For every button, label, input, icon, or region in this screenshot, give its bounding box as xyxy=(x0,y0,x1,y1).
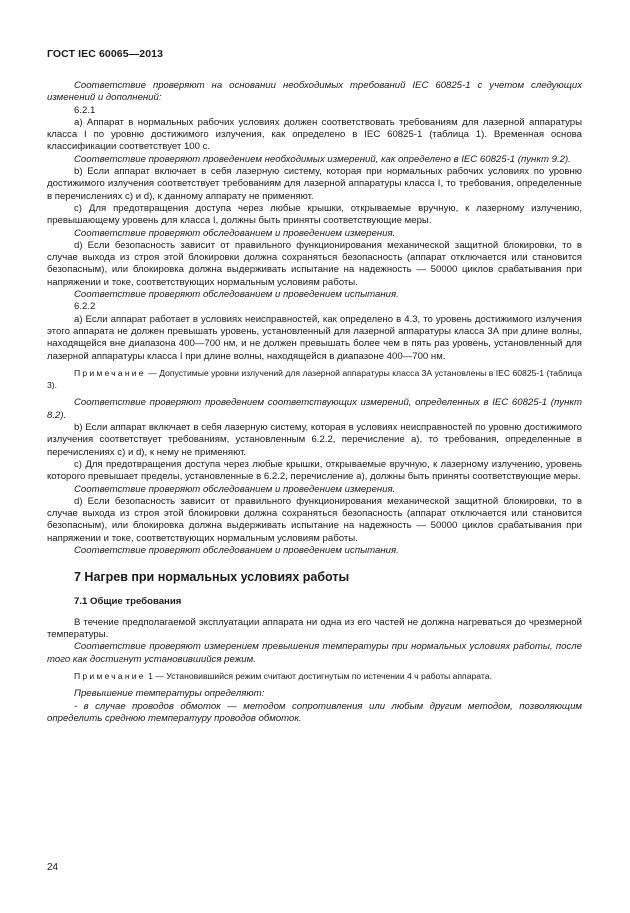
section-heading: 7 Нагрев при нормальных условиях работы xyxy=(74,570,350,585)
page-number: 24 xyxy=(47,862,59,873)
document-header: ГОСТ IEC 60065—2013 xyxy=(47,48,164,60)
paragraph: b) Если аппарат включает в себя лазерную систему, которая в условиях неисправностей по уровню достижимого излучения соответствует требованиям, установленным 6.2.2, перечисление a), то требования, определенные в перечислениях c) и d), к нему не применяют. xyxy=(47,422,582,458)
paragraph: d) Если безопасность зависит от правильного функционирования механической защитной блокировки, то в случае выхода из строя этой блокировки должна сохраняться безопасность (аппарат отключается или становится безопасным), или блокировка должна выдерживать испытание на надежность — 50000 циклов срабатывания при напряжении и токе, соответствующих нормальным условиям работы. xyxy=(47,239,582,288)
note-text: 1 — Установившийся режим считают достигнутым по истечении 4 ч работы аппарата. xyxy=(145,671,492,682)
note-label: Примечание xyxy=(74,671,146,682)
paragraph: - в случае проводов обмоток — методом сопротивления или любым другим методом, позволяющим определить среднюю температуру проводов обмоток. xyxy=(47,700,582,724)
paragraph: Соответствие проверяют на основании необходимых требований IEC 60825-1 с учетом следующих изменений и дополнений: xyxy=(47,80,582,104)
clause-number: 6.2.1 xyxy=(74,104,96,116)
paragraph: Соответствие проверяют проведением необходимых измерений, как определено в IEC 60825-1 (пункт 9.2). xyxy=(74,153,571,165)
paragraph: Превышение температуры определяют: xyxy=(74,688,265,700)
note-text: — Допустимые уровни излучений для лазерной аппаратуры класса 3А установлены в IEC 60825-1 (таблица 3). xyxy=(47,367,582,391)
note xyxy=(47,367,582,392)
paragraph: d) Если безопасность зависит от правильного функционирования механической защитной блокировки, то в случае выхода из строя этой блокировки должна сохраняться безопасность (аппарат отключается или становится безопасным), или блокировка должна выдерживать испытание на надежность — 50000 циклов срабатывания при напряжении и токе, соответствующих нормальным условиям работы. xyxy=(47,495,582,544)
subsection-heading: 7.1 Общие требования xyxy=(74,595,182,607)
paragraph: Соответствие проверяют измерением превышения температуры при нормальных условиях работы, после того как достигнут установившийся режим. xyxy=(47,641,582,665)
paragraph: Соответствие проверяют обследованием и проведением испытания. xyxy=(74,289,399,301)
document-body xyxy=(47,80,582,725)
paragraph: Соответствие проверяют обследованием и проведением измерения. xyxy=(74,483,396,495)
paragraph: c) Для предотвращения доступа через любые крышки, открываемые вручную, к лазерному излучению, превышающему уровень для класса I, должны быть приняты соответствующие меры. xyxy=(47,202,582,227)
paragraph: Соответствие проверяют обследованием и проведением испытания. xyxy=(74,544,399,556)
note-label: Примечание xyxy=(74,367,146,378)
paragraph: Соответствие проверяют обследованием и проведением измерения. xyxy=(74,227,396,239)
paragraph: В течение предполагаемой эксплуатации аппарата ни одна из его частей не должна нагреваться до чрезмерной температуры. xyxy=(47,616,582,641)
paragraph: a) Если аппарат работает в условиях неисправностей, как определено в 4.3, то уровень достижимого излучения этого аппарата не должен превышать уровень, установленный для лазерной аппаратуры класса 3А при длине волны, находящейся вне диапазона 400—700 нм, и не должен превышать более чем в пять раз уровень, установленный для лазерной аппаратуры класса I при длине волны, находящейся в диапазоне 400—700 нм. xyxy=(47,313,582,362)
clause-number: 6.2.2 xyxy=(74,301,96,313)
note xyxy=(47,670,582,682)
paragraph: a) Аппарат в нормальных рабочих условиях должен соответствовать требованиям для лазерной аппаратуры класса I по уровню достижимого излучения, как определено в IEC 60825-1 (таблица 1). Временная основа классификации соответствует 100 с. xyxy=(47,116,582,153)
paragraph: c) Для предотвращения доступа через любые крышки, открываемые вручную, к лазерному излучению, уровень которого превышает пределы, установленные в 6.2.2, перечисление a), должны быть приняты соответствующие меры. xyxy=(47,458,582,483)
paragraph: Соответствие проверяют проведением соответствующих измерений, определенных в IEC 60825-1 (пункт 8.2). xyxy=(47,397,582,421)
paragraph: b) Если аппарат включает в себя лазерную систему, которая при нормальных рабочих условиях по уровню достижимого излучения соответствует требованиям для лазерной аппаратуры класса I, то требования, определенные в перечислениях c) и d), к данному аппарату не применяют. xyxy=(47,166,582,202)
